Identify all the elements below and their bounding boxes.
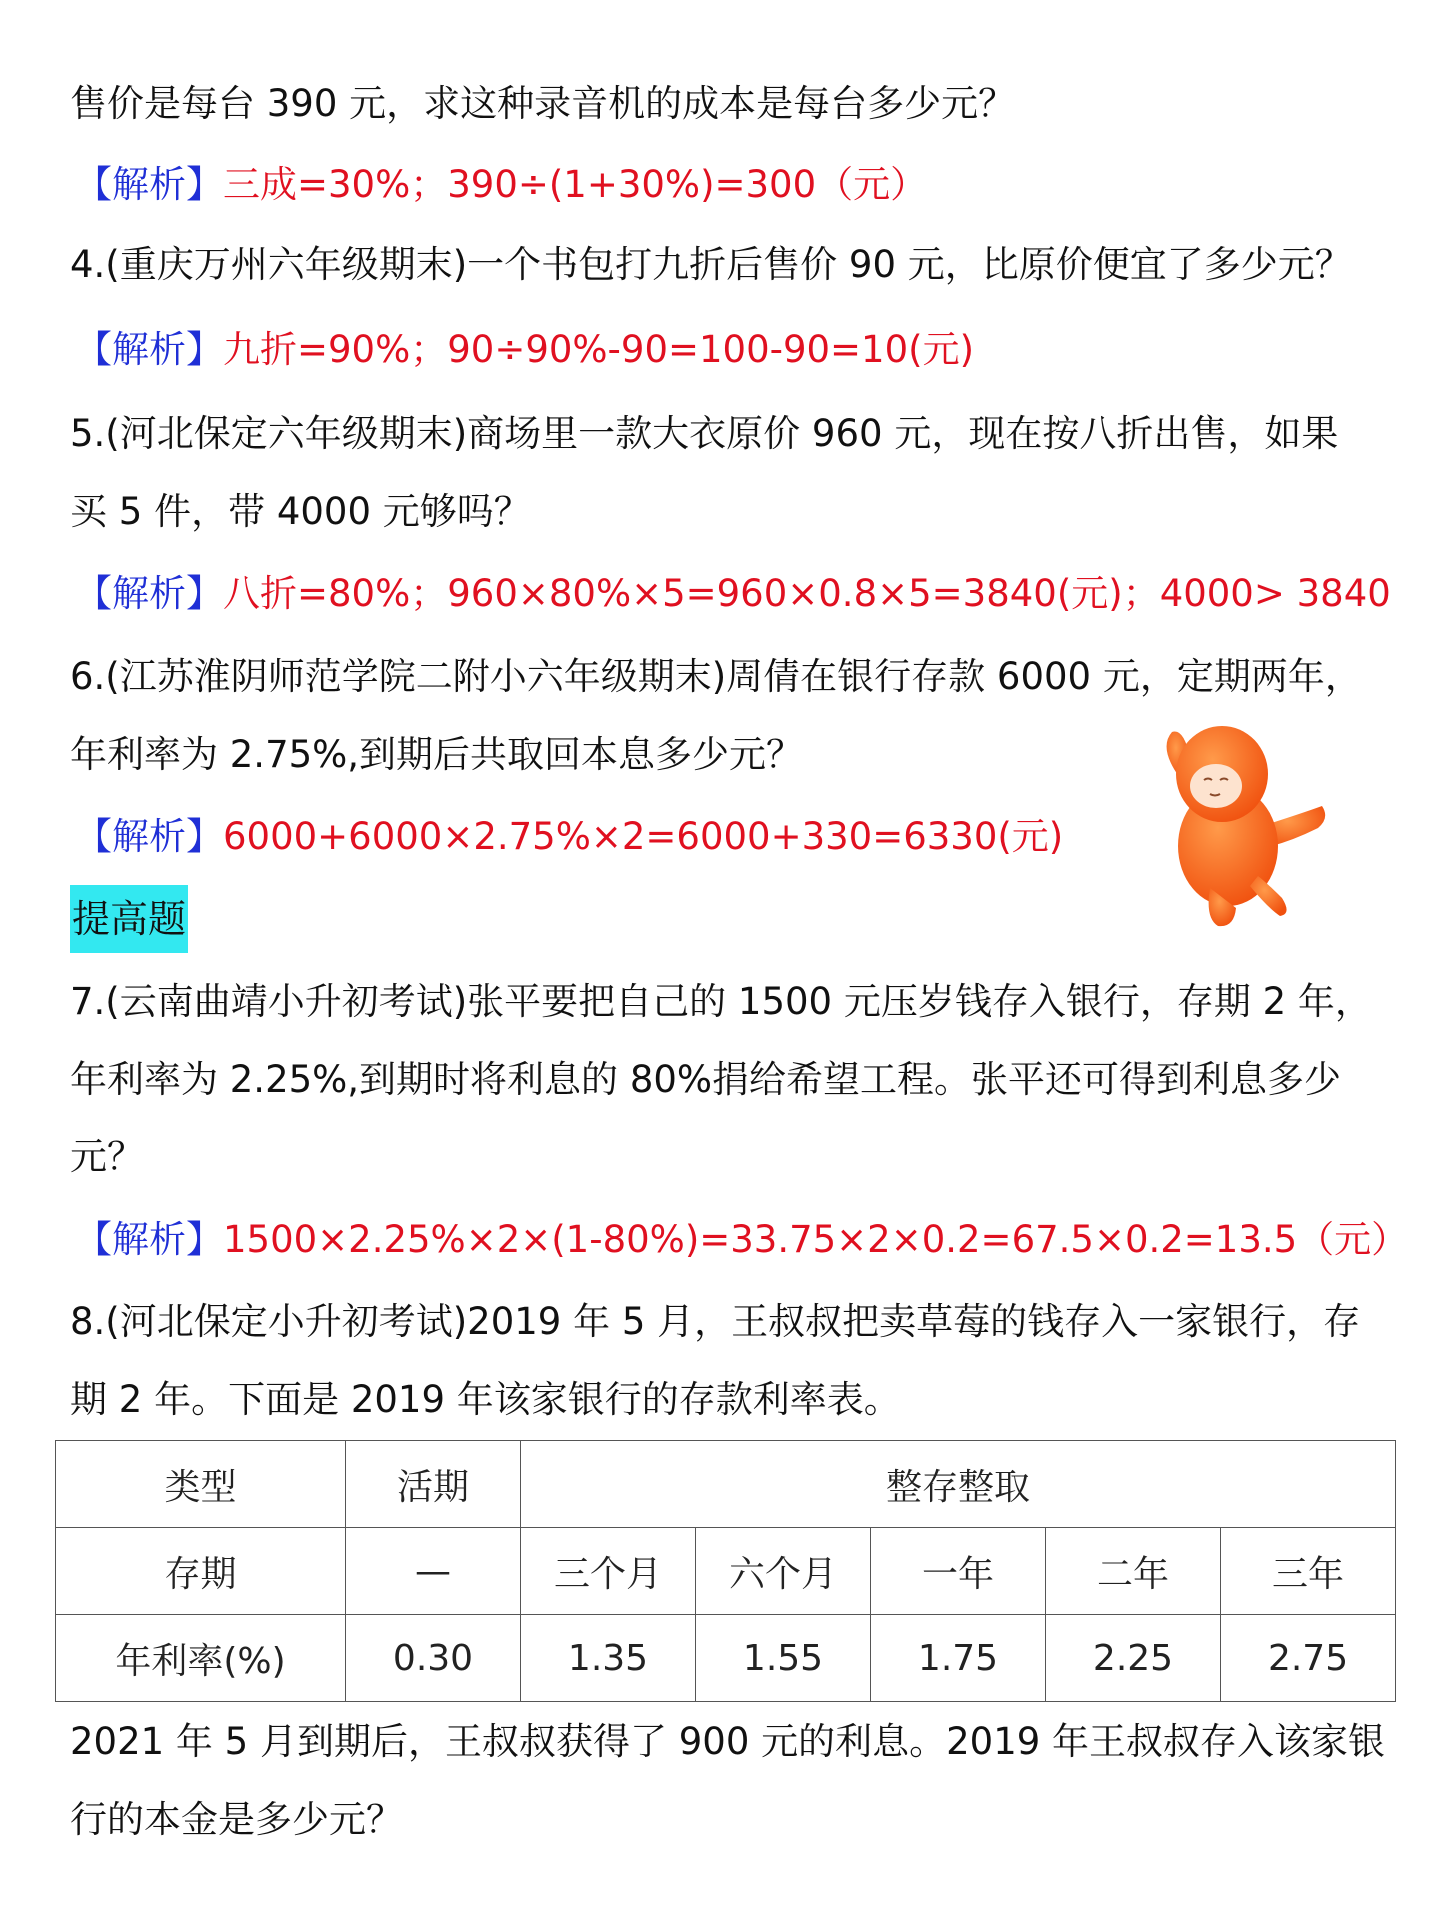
table-cell: 存期	[56, 1528, 346, 1615]
question-6-line-2: 年利率为 2.75%,到期后共取回本息多少元？	[70, 733, 804, 776]
answer-tag: 【解析】	[75, 1218, 223, 1261]
table-cell: —	[346, 1528, 521, 1615]
table-cell: 2.75	[1221, 1615, 1396, 1702]
question-7-line-1: 7.(云南曲靖小升初考试)张平要把自己的 1500 元压岁钱存入银行，存期 2 年，	[70, 980, 1372, 1023]
table-cell: 类型	[56, 1441, 346, 1528]
answer-body: 6000+6000×2.75%×2=6000+330=6330(元)	[223, 815, 1064, 858]
table-cell: 1.35	[521, 1615, 696, 1702]
answer-6	[75, 815, 1063, 859]
answer-7	[75, 1218, 1408, 1262]
table-cell: 2.25	[1046, 1615, 1221, 1702]
question-6-line-1: 6.(江苏淮阴师范学院二附小六年级期末)周倩在银行存款 6000 元，定期两年，	[70, 655, 1362, 698]
table-cell: 二年	[1046, 1528, 1221, 1615]
question-4: 4.(重庆万州六年级期末)一个书包打九折后售价 90 元，比原价便宜了多少元？	[70, 243, 1352, 286]
section-title: 提高题	[70, 885, 188, 953]
table-cell: 0.30	[346, 1615, 521, 1702]
answer-body: 三成=30%；390÷(1+30%)=300（元）	[223, 163, 928, 206]
question-5-line-2: 买 5 件，带 4000 元够吗？	[70, 490, 531, 533]
table-cell: 整存整取	[521, 1441, 1396, 1528]
question-7-line-2: 年利率为 2.25%,到期时将利息的 80%捐给希望工程。张平还可得到利息多少	[70, 1058, 1342, 1101]
question-8-line-4: 行的本金是多少元？	[70, 1798, 403, 1841]
question-8-line-2: 期 2 年。下面是 2019 年该家银行的存款利率表。	[70, 1378, 901, 1421]
table-row	[56, 1615, 1396, 1702]
table-cell: 年利率(%)	[56, 1615, 346, 1702]
question-5-line-1: 5.(河北保定六年级期末)商场里一款大衣原价 960 元，现在按八折出售，如果	[70, 412, 1339, 455]
table-cell: 1.75	[871, 1615, 1046, 1702]
answer-tag: 【解析】	[75, 328, 223, 371]
table-cell: 1.55	[696, 1615, 871, 1702]
question-8-line-1: 8.(河北保定小升初考试)2019 年 5 月，王叔叔把卖草莓的钱存入一家银行，存	[70, 1300, 1361, 1343]
answer-body: 九折=90%；90÷90%-90=100-90=10(元)	[223, 328, 975, 371]
table-cell: 三年	[1221, 1528, 1396, 1615]
answer-tag: 【解析】	[75, 815, 223, 858]
table-cell: 六个月	[696, 1528, 871, 1615]
question-8-line-3: 2021 年 5 月到期后，王叔叔获得了 900 元的利息。2019 年王叔叔存入该家银	[70, 1720, 1386, 1763]
interest-rate-table	[55, 1440, 1396, 1702]
table-cell: 一年	[871, 1528, 1046, 1615]
table-row	[56, 1528, 1396, 1615]
mascot-character-icon	[1150, 718, 1330, 928]
question-3-text-end: 售价是每台 390 元，求这种录音机的成本是每台多少元？	[70, 82, 1016, 125]
table-row	[56, 1441, 1396, 1528]
table-cell: 活期	[346, 1441, 521, 1528]
answer-4	[75, 328, 974, 372]
answer-3	[75, 163, 927, 207]
answer-body: 八折=80%；960×80%×5=960×0.8×5=3840(元)；4000> 3840	[223, 572, 1391, 615]
question-7-line-3: 元？	[70, 1135, 144, 1178]
answer-5	[75, 572, 1391, 616]
answer-tag: 【解析】	[75, 163, 223, 206]
answer-tag: 【解析】	[75, 572, 223, 615]
table-cell: 三个月	[521, 1528, 696, 1615]
answer-body: 1500×2.25%×2×(1-80%)=33.75×2×0.2=67.5×0.2=13.5（元）	[223, 1218, 1409, 1261]
